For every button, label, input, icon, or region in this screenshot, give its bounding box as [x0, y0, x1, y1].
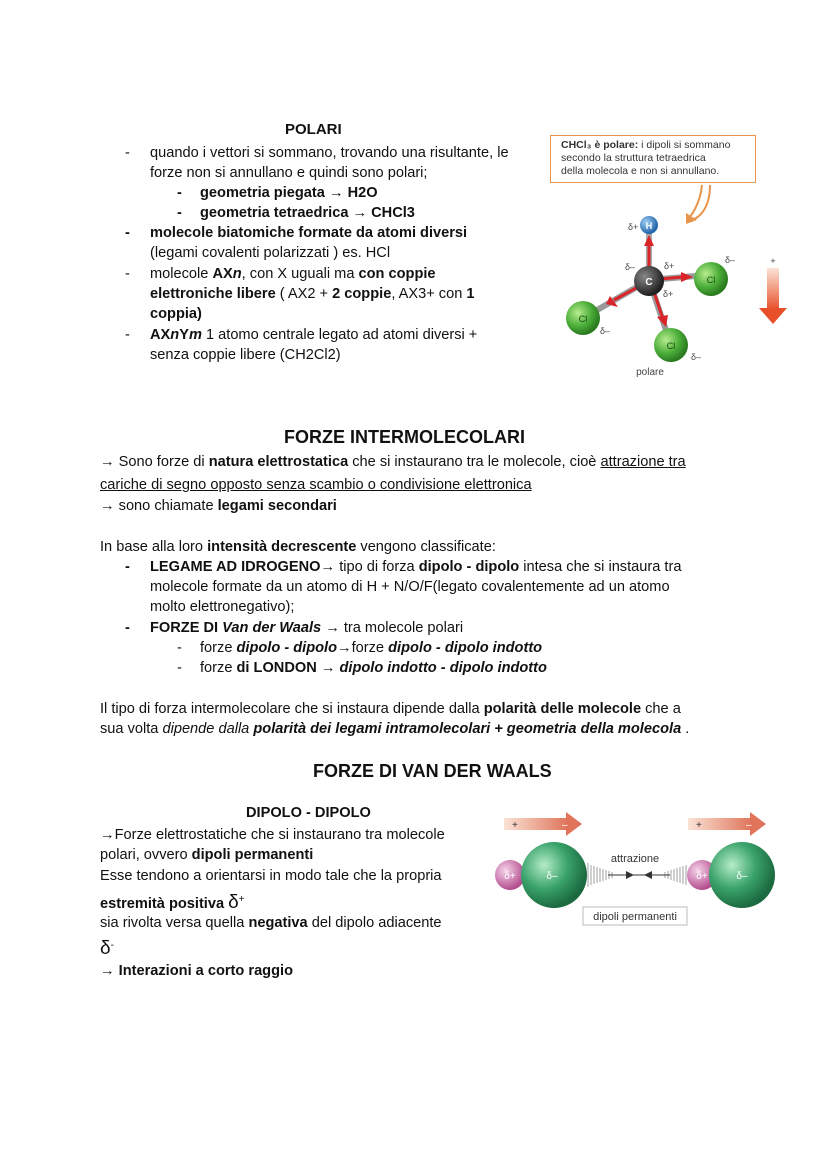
atom-cl-label: Cl	[666, 341, 676, 351]
forze-paragraph-1-line-2: cariche di segno opposto senza scambio o condivisione elettronica	[100, 477, 532, 493]
forze-paragraph-5: sua volta dipende dalla polarità dei legami intramolecolari + geometria della molecola .	[100, 721, 690, 737]
forze-van-der-waals-item: FORZE DI Van der Waals → tra molecole polari	[150, 620, 464, 636]
vdw-sub-london: forze di LONDON → dipolo indotto - dipolo indotto	[200, 660, 547, 676]
atom-c-label: C	[645, 277, 653, 288]
polari-sub-chcl3: geometria tetraedrica → CHCl3	[200, 205, 415, 221]
legame-idrogeno-line-2: molecole formate da un atomo di H + N/O/F(legato covalentemente ad un atomo	[150, 579, 670, 595]
dipole-direction-arrow-icon	[759, 308, 787, 324]
delta-label: δ–	[625, 262, 636, 272]
delta-label: δ–	[600, 326, 611, 336]
attrazione-label: attrazione	[610, 853, 660, 865]
chcl3-molecule-diagram	[550, 180, 800, 385]
bullet-dash: -	[125, 620, 130, 636]
polari-sub-h2o: geometria piegata → H2O	[200, 185, 378, 201]
forze-paragraph-3: In base alla loro intensità decrescente vengono classificate:	[100, 539, 496, 555]
vdw-line-2: polari, ovvero dipoli permanenti	[100, 847, 314, 863]
polari-bullet-2-line-2: (legami covalenti polarizzati ) es. HCl	[150, 245, 391, 261]
curved-arrow-icon	[688, 185, 702, 218]
attraction-arrow-icon	[644, 871, 652, 879]
vdw-line-3: Esse tendono a orientarsi in modo tale che la propria	[100, 868, 442, 884]
delta-label: δ+	[664, 261, 675, 271]
arrow-plus: +	[512, 820, 518, 831]
section-title-polari: POLARI	[285, 121, 342, 138]
bullet-dash: -	[125, 327, 130, 343]
polare-label: polare	[636, 367, 664, 378]
dipole-arrow-icon	[566, 812, 582, 836]
legame-idrogeno-line-1: LEGAME AD IDROGENO→ tipo di forza dipolo - dipolo intesa che si instaura tra	[150, 559, 682, 575]
arrow-plus: +	[696, 820, 702, 831]
vdw-sub-dipolo: forze dipolo - dipolo→forze dipolo - dipolo indotto	[200, 640, 543, 656]
dipoli-permanenti-label: dipoli permanenti	[593, 911, 677, 923]
vdw-line-7: → Interazioni a corto raggio	[100, 963, 293, 979]
sub-bullet-dash: -	[177, 205, 182, 221]
dipoli-permanenti-diagram	[490, 805, 790, 935]
bullet-dash: -	[125, 266, 130, 282]
atom-cl-label: Cl	[578, 314, 588, 324]
section-title-forze-intermolecolari: FORZE INTERMOLECOLARI	[284, 427, 525, 447]
attraction-arrow-icon	[626, 871, 634, 879]
delta-label: δ+	[663, 289, 674, 299]
polari-bullet-4-line-2: senza coppie libere (CH2Cl2)	[150, 347, 341, 363]
forze-paragraph-1-line-1: → Sono forze di natura elettrostatica che si instaurano tra le molecole, cioè attrazione tra	[100, 454, 686, 470]
delta-label: δ–	[546, 871, 558, 882]
polari-bullet-1-line-1: quando i vettori si sommano, trovando una risultante, le	[150, 145, 509, 161]
plus-label: +	[770, 256, 776, 266]
bullet-dash: -	[125, 225, 130, 241]
delta-label: δ–	[725, 255, 736, 265]
delta-label: δ+	[696, 871, 708, 882]
forze-paragraph-2: → sono chiamate legami secondari	[100, 498, 337, 514]
polari-bullet-1-line-2: forze non si annullano e quindi sono polari;	[150, 165, 428, 181]
delta-label: δ+	[504, 871, 516, 882]
legame-idrogeno-line-3: molto elettronegativo);	[150, 599, 295, 615]
polari-bullet-2-line-1: molecole biatomiche formate da atomi diversi	[150, 225, 468, 241]
delta-label: δ–	[736, 871, 748, 882]
vdw-line-1: →Forze elettrostatiche che si instaurano tra molecole	[100, 827, 445, 843]
subsection-title-dipolo-dipolo: DIPOLO - DIPOLO	[246, 805, 371, 821]
arrow-minus: –	[562, 820, 568, 831]
sub-bullet-dash: -	[177, 660, 182, 676]
vdw-line-4: estremità positiva δ+	[100, 891, 245, 913]
vdw-line-6: δ-	[100, 937, 114, 959]
forze-paragraph-4: Il tipo di forza intermolecolare che si instaura dipende dalla polarità delle molecole che a	[100, 701, 681, 717]
sub-bullet-dash: -	[177, 640, 182, 656]
polari-bullet-3-line-1: molecole AXn, con X uguali ma con coppie	[150, 266, 436, 282]
dipole-arrow-icon	[750, 812, 766, 836]
polari-bullet-3-line-3: coppia)	[150, 306, 202, 322]
polari-bullet-3-line-2: elettroniche libere ( AX2 + 2 coppie, AX3+ con 1	[150, 286, 475, 302]
atom-cl-label: Cl	[706, 275, 716, 285]
delta-label: δ–	[691, 352, 702, 362]
bullet-dash: -	[125, 145, 130, 161]
atom-h-label: H	[645, 221, 653, 231]
vdw-line-5: sia rivolta versa quella negativa del dipolo adiacente	[100, 915, 442, 931]
polari-bullet-4-line-1: AXnYm 1 atomo centrale legato ad atomi diversi +	[150, 327, 478, 343]
bullet-dash: -	[125, 559, 130, 575]
chcl3-caption-box: CHCl₃ è polare: i dipoli si sommano secondo la struttura tetraedrica della molecola e non si annullano.	[550, 135, 756, 183]
sub-bullet-dash: -	[177, 185, 182, 201]
section-title-van-der-waals: FORZE DI VAN DER WAALS	[313, 761, 552, 781]
delta-label: δ+	[628, 222, 639, 232]
arrow-minus: –	[746, 820, 752, 831]
